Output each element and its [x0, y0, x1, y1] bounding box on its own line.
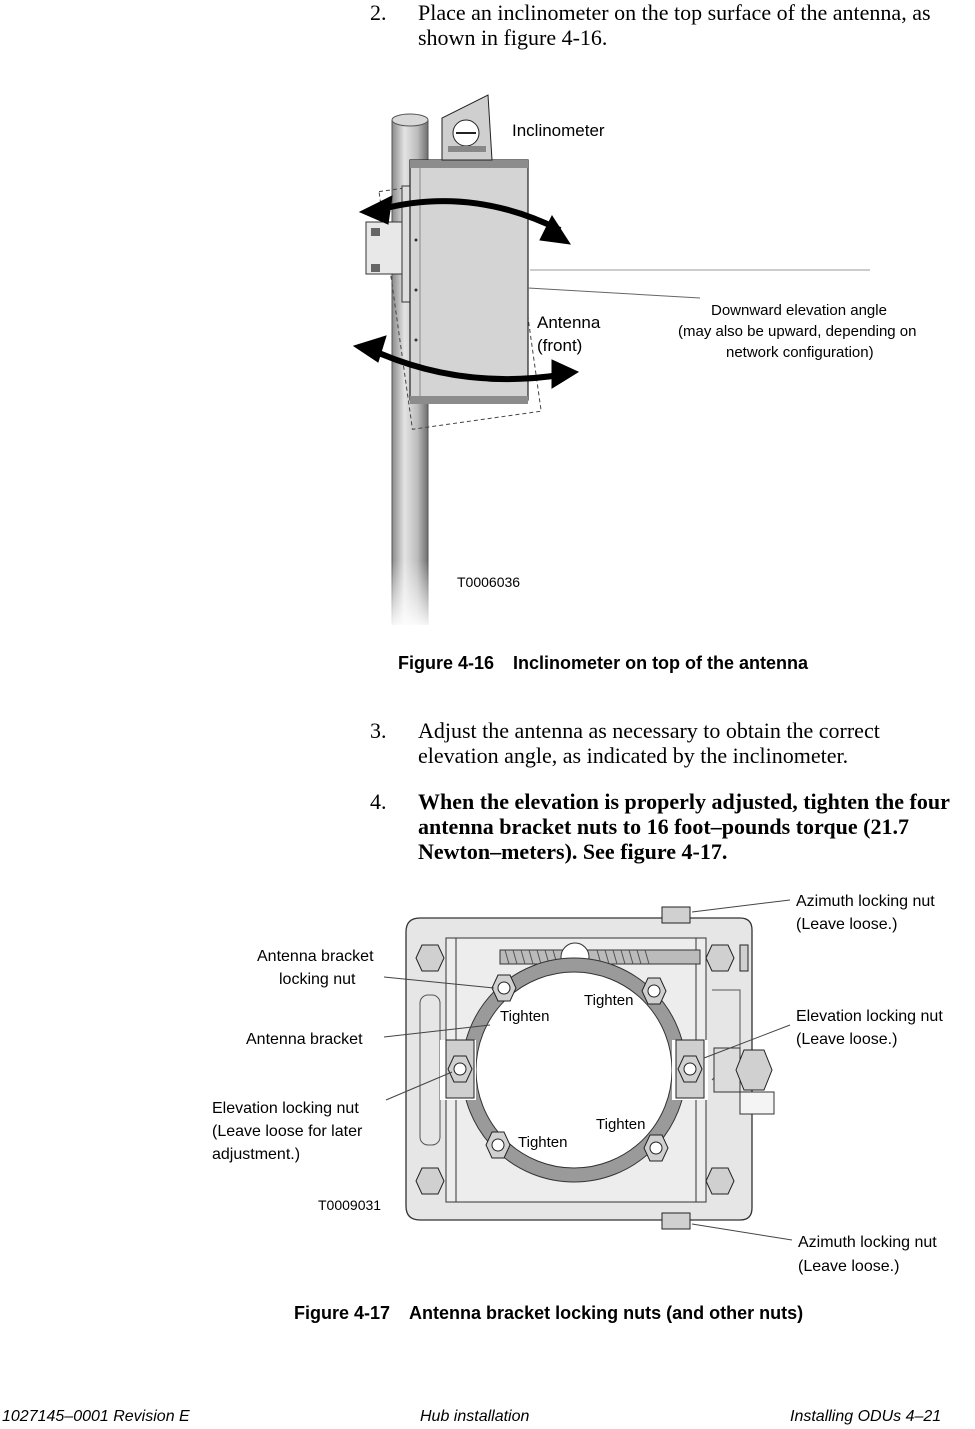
caption-title: Antenna bracket locking nuts (and other nuts) — [409, 1303, 804, 1323]
figure-code: T0006036 — [457, 574, 521, 590]
figure-4-17-caption — [294, 1303, 803, 1324]
label-azimuth-bottom: Azimuth locking nut — [798, 1234, 937, 1251]
footer-page: Installing ODUs 4–21 — [790, 1408, 942, 1425]
label-tighten: Tighten — [596, 1116, 646, 1133]
figure-code: T0009031 — [318, 1197, 382, 1213]
label-azimuth-bottom-note: (Leave loose.) — [798, 1258, 900, 1275]
label-elevation-left-note-2: adjustment.) — [212, 1146, 301, 1163]
step-text: Adjust the antenna as necessary to obtain the correct elevation angle, as indicated by the inclinometer. — [418, 718, 880, 768]
step-text: When the elevation is properly adjusted, tighten the four antenna bracket nuts to 16 foot–pounds torque (21.7 Newton–meters). See figure 4-17. — [418, 789, 950, 864]
step-text: Place an inclinometer on the top surface of the antenna, as shown in figure 4-16. — [418, 0, 931, 50]
label-elevation-right: Elevation locking nut — [796, 1008, 943, 1025]
label-elevation-angle-note: (may also be upward, depending on — [678, 323, 917, 340]
caption-number: Figure 4-16 — [398, 653, 495, 673]
label-elevation-right-note: (Leave loose.) — [796, 1031, 898, 1048]
label-antenna-front: (front) — [537, 336, 583, 355]
caption-number: Figure 4-17 — [294, 1303, 391, 1323]
label-azimuth-top: Azimuth locking nut — [796, 893, 935, 910]
label-tighten: Tighten — [518, 1134, 568, 1151]
footer-section: Hub installation — [420, 1408, 530, 1425]
footer-doc-id: 1027145–0001 Revision E — [2, 1408, 190, 1425]
step-number: 4. — [370, 789, 387, 814]
label-inclinometer: Inclinometer — [512, 121, 605, 140]
step-number: 2. — [370, 0, 387, 25]
label-azimuth-top-note: (Leave loose.) — [796, 916, 898, 933]
label-antenna: Antenna — [537, 313, 601, 332]
label-bracket-nut-2: locking nut — [279, 971, 356, 988]
label-elevation-angle-note-2: network configuration) — [726, 344, 874, 361]
label-elevation-left-note: (Leave loose for later — [212, 1123, 363, 1140]
label-tighten: Tighten — [500, 1008, 550, 1025]
step-number: 3. — [370, 718, 387, 743]
label-tighten: Tighten — [584, 992, 634, 1009]
label-bracket: Antenna bracket — [246, 1031, 363, 1048]
label-bracket-nut: Antenna bracket — [257, 948, 374, 965]
caption-title: Inclinometer on top of the antenna — [513, 653, 809, 673]
label-elevation-left: Elevation locking nut — [212, 1100, 359, 1117]
label-elevation-angle: Downward elevation angle — [711, 302, 887, 319]
